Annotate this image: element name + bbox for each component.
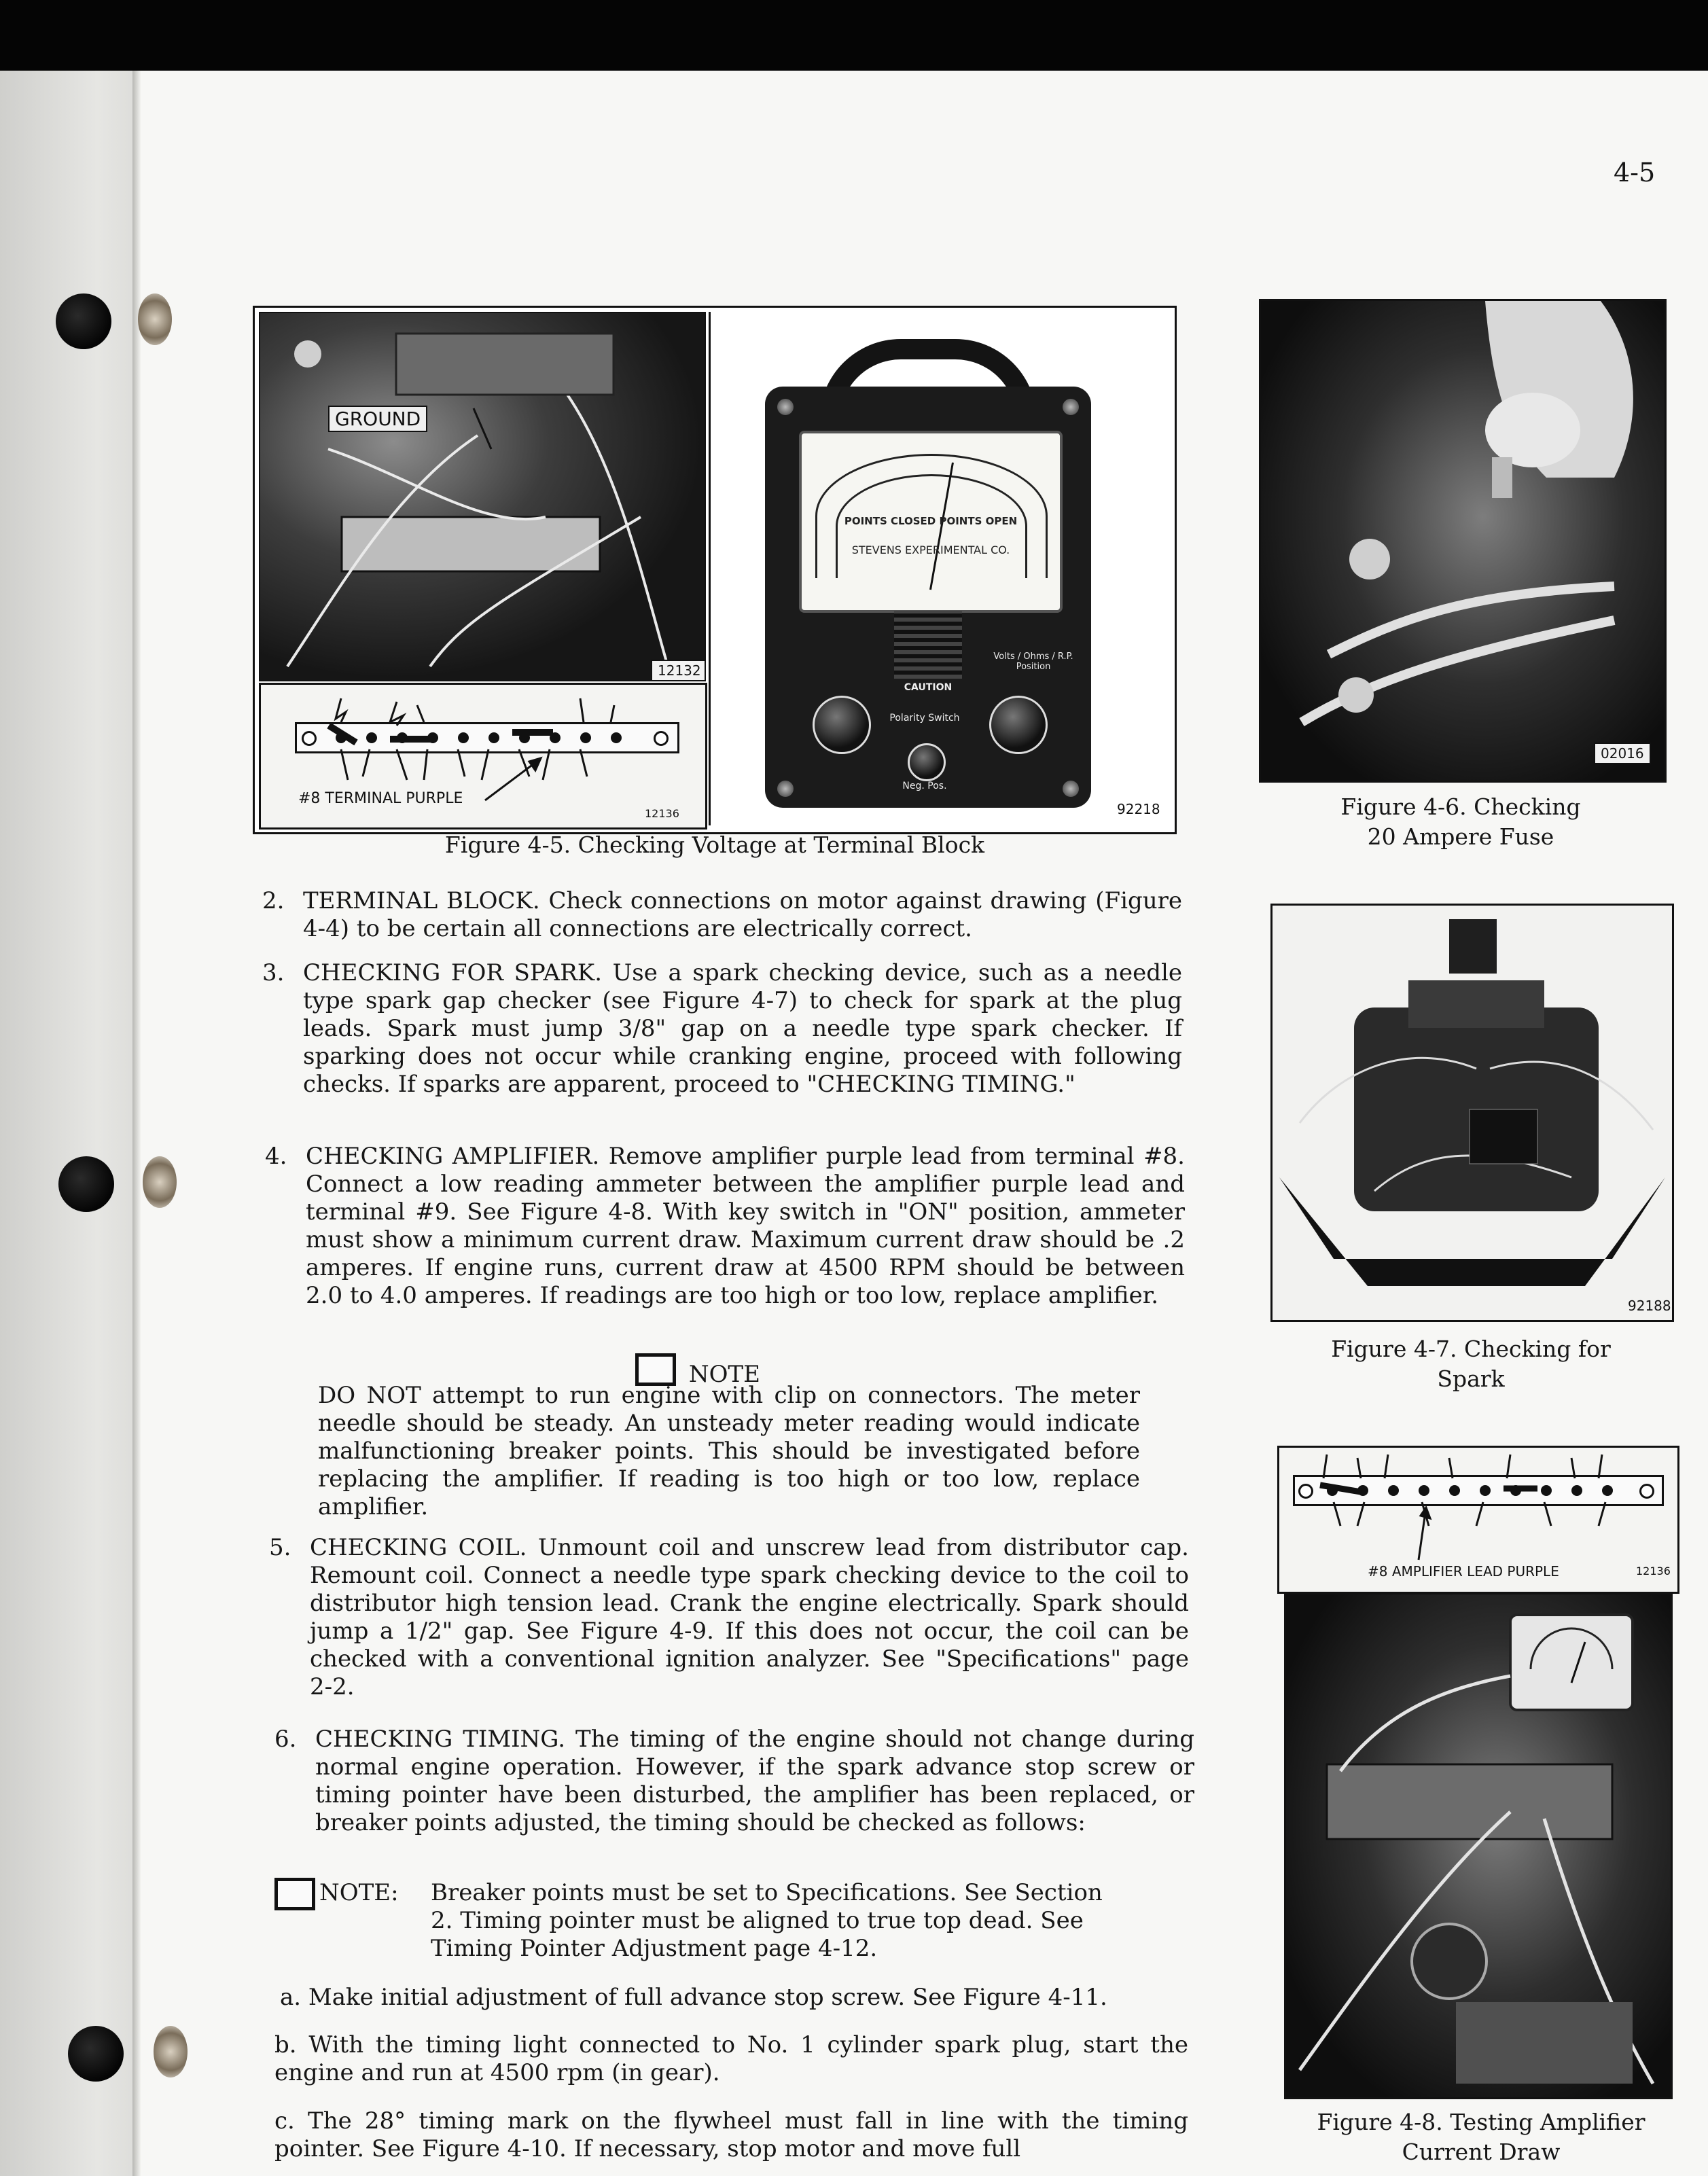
binder-hole-bottom [68, 2026, 124, 2082]
amplifier-lead-purple-label: #8 AMPLIFIER LEAD PURPLE [1368, 1563, 1559, 1580]
meter-face-points-label: POINTS CLOSED POINTS OPEN [844, 515, 1018, 527]
fuse-photo-illustration [1261, 301, 1665, 781]
note-1-text: DO NOT attempt to run engine with clip on connectors. The meter needle should be steady. An unsteady meter reading would indicate malfunctioning breaker points. This should be investigated before replacing the amplifier. If reading is too high or too low, replace amplifier. [318, 1382, 1140, 1520]
step-2-text: TERMINAL BLOCK. Check connections on motor against drawing (Figure 4-4) to be certain all connections are electrically correct. [303, 887, 1182, 942]
meter-polarity-knob [908, 743, 946, 781]
meter-screw-br [1063, 781, 1079, 797]
step-2-number: 2. [262, 887, 285, 914]
engine-wiring-illustration [260, 313, 705, 680]
figure-4-6-caption-line1: Figure 4-6. Checking [1340, 793, 1581, 820]
note-1-label: NOTE [688, 1361, 760, 1388]
terminal-strip-diagram [259, 683, 707, 830]
meter-screw-bl [777, 781, 794, 797]
figure-4-7-photo [1270, 904, 1674, 1322]
note-2-text: Breaker points must be set to Specifications. See Section 2. Timing pointer must be aligned to true top dead. See Timing Pointer Adjustment page 4-12. [431, 1879, 1103, 1962]
binder-hole-ring-top [138, 293, 172, 345]
figure-4-7-caption-line1: Figure 4-7. Checking for [1331, 1336, 1611, 1362]
strip-id-12136: 12136 [645, 807, 679, 820]
step-5-number: 5. [269, 1534, 291, 1561]
meter-neg-pos-label: Neg. Pos. [902, 781, 947, 791]
terminal-purple-label: #8 TERMINAL PURPLE [298, 790, 463, 807]
binder-hole-top [56, 293, 111, 349]
step-3-number: 3. [262, 959, 285, 986]
meter-left-knob [813, 696, 871, 754]
meter-photo-id-92218: 92218 [1117, 801, 1160, 817]
figure-4-8-terminal-diagram [1277, 1446, 1679, 1594]
step-a-text: a. Make initial adjustment of full advance stop screw. See Figure 4-11. [280, 1984, 1107, 2011]
meter-caution-label: CAUTION [904, 682, 953, 693]
step-5-checking-coil [269, 1534, 1189, 1711]
step-6-checking-timing [274, 1726, 1194, 1875]
page-number: 4-5 [1614, 158, 1656, 188]
step-3-checking-spark [262, 959, 1182, 1136]
binder-hole-middle [58, 1156, 114, 1212]
scan-top-border [0, 0, 1708, 71]
figure-4-5-caption: Figure 4-5. Checking Voltage at Terminal Block [444, 832, 985, 858]
binder-strip [0, 71, 139, 2176]
meter-dial-plate [894, 611, 962, 679]
note-2-label: NOTE: [319, 1879, 399, 1906]
binder-hole-ring-middle [143, 1156, 177, 1208]
meter-right-label: Volts / Ohms / R.P. Position [993, 652, 1073, 672]
photo-id-02016: 02016 [1594, 743, 1651, 764]
step-6-text: CHECKING TIMING. The timing of the engine should not change during normal engine operation. However, if the spark advance stop screw or timing pointer have been disturbed, the amplifier has been replaced, or breaker points adjusted, the timing should be checked as follows: [315, 1726, 1194, 1836]
note-box-icon [635, 1353, 676, 1386]
meter-screw-tl [777, 399, 794, 415]
step-6-number: 6. [274, 1726, 297, 1753]
figure-4-8-caption-line1: Figure 4-8. Testing Amplifier [1317, 2109, 1645, 2135]
step-3-text: CHECKING FOR SPARK. Use a spark checking device, such as a needle type spark gap checker (see Figure 4-7) to check for spark at the plug leads. Spark must jump 3/8" gap on a needle type spark checker. If sparking does not occur while cranking engine, proceed with following checks. If sparks are apparent, proceed to "CHECKING TIMING." [303, 959, 1182, 1098]
note-2 [274, 1878, 1185, 1973]
figure-4-6-photo [1259, 299, 1667, 783]
engine-photo [259, 312, 706, 681]
step-4-text: CHECKING AMPLIFIER. Remove amplifier purple lead from terminal #8. Connect a low reading ammeter between the amplifier purple lead and terminal #9. See Figure 4-8. With key switch in "ON" position, ammeter must show a minimum current draw. Maximum current draw should be .2 amperes. If engine runs, current draw at 4500 RPM should be between 2.0 to 4.0 amperes. If readings are too high or too low, replace amplifier. [306, 1143, 1185, 1309]
photo-id-12132: 12132 [651, 660, 706, 681]
figure-4-6-caption-line2: 20 Ampere Fuse [1367, 823, 1554, 850]
ammeter-engine-illustration [1286, 1594, 1671, 2097]
amp-strip-id-12136: 12136 [1636, 1565, 1671, 1577]
step-b-text: b. With the timing light connected to No. 1 cylinder spark plug, start the engine and run at 4500 rpm (in gear). [274, 2031, 1188, 2086]
step-c-text: c. The 28° timing mark on the flywheel must fall in line with the timing pointer. See Figure 4-10. If necessary, stop motor and move full [274, 2107, 1188, 2162]
step-4-number: 4. [265, 1143, 287, 1170]
figure-4-8-photo [1284, 1592, 1673, 2099]
meter-polarity-label: Polarity Switch [889, 713, 960, 724]
figure-4-5 [253, 306, 1177, 834]
step-5-text: CHECKING COIL. Unmount coil and unscrew lead from distributor cap. Remount coil. Connect a needle type spark checking device to the coil to distributor high tension lead. Crank the engine electrically. Spark should jump a 1/2" gap. See Figure 4-9. If this does not occur, the coil can be checked with a conventional ignition analyzer. See "Specifications" page 2-2. [310, 1534, 1189, 1700]
ground-callout: GROUND [328, 406, 427, 432]
figure-4-7-caption-line2: Spark [1437, 1366, 1505, 1392]
meter-face-maker: STEVENS EXPERIMENTAL CO. [851, 543, 1010, 556]
binder-hole-ring-bottom [154, 2026, 188, 2077]
meter-photo [709, 312, 1173, 825]
outboard-motor-illustration [1273, 906, 1672, 1320]
meter-right-knob [989, 696, 1048, 754]
photo-id-92188: 92188 [1628, 1298, 1671, 1314]
meter-face [799, 431, 1063, 613]
meter-screw-tr [1063, 399, 1079, 415]
page-edge-shadow [132, 71, 141, 2176]
note-2-box-icon [274, 1878, 315, 1910]
step-2-terminal-block [262, 887, 1182, 948]
step-4-checking-amplifier [265, 1143, 1185, 1346]
figure-4-8-caption-line2: Current Draw [1402, 2139, 1561, 2165]
